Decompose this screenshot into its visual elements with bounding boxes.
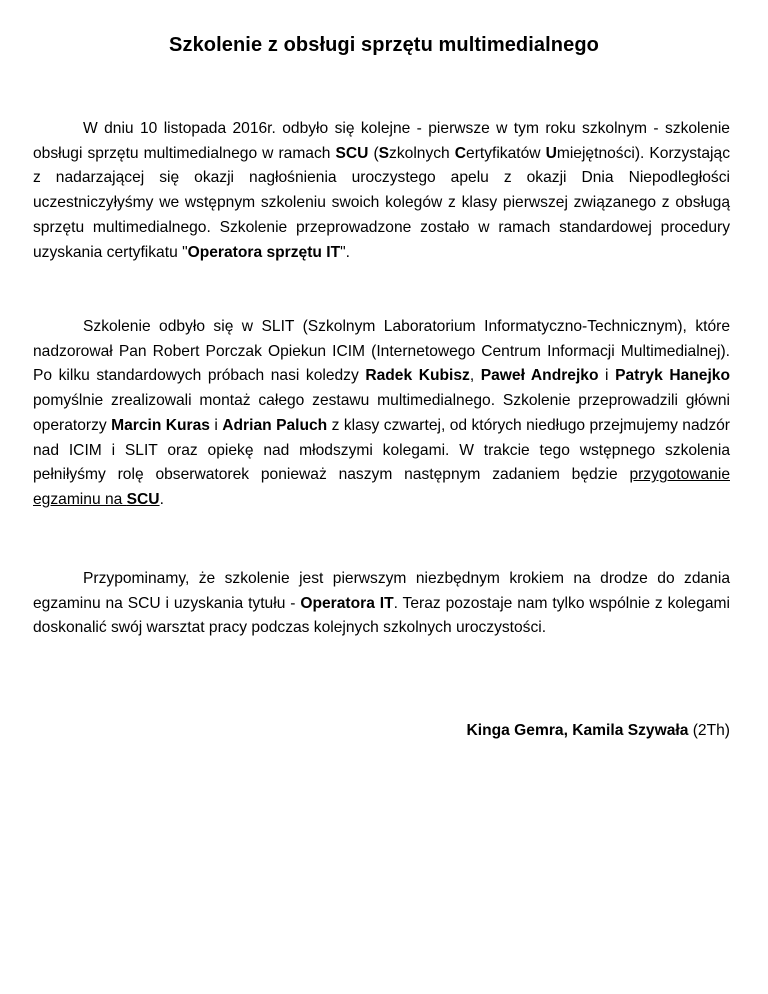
p1-text-3: zkolnych	[389, 144, 455, 162]
operator-sprzetu-it: Operatora sprzętu IT	[187, 243, 341, 261]
p1-text-2: (	[368, 144, 379, 162]
p2-sep-1: ,	[469, 367, 481, 385]
p2-sep-2: i	[598, 367, 616, 385]
name-patryk-hanejko: Patryk Hanejko	[615, 367, 730, 385]
p2-text-2: pomyślnie zrealizowali montaż całego zestawu multimedialnego. Szkolenie przeprowadzili główni operatorzy	[33, 392, 730, 434]
signature-authors: Kinga Gemra, Kamila Szywała	[466, 722, 689, 739]
paragraph-1	[33, 117, 730, 265]
p2-text-4: .	[159, 490, 164, 508]
underlined-scu: SCU	[126, 490, 160, 508]
document-title: Szkolenie z obsługi sprzętu multimedialnego	[169, 34, 599, 56]
p1-text-1: W dniu 10 listopada 2016r. odbyło się kolejne - pierwsze w tym roku szkolnym - szkolenie obsługi sprzętu multimedialnego w ramach	[33, 120, 730, 162]
name-marcin-kuras: Marcin Kuras	[111, 416, 210, 434]
u-letter: U	[545, 144, 557, 162]
c-letter: C	[454, 144, 467, 162]
paragraph-3	[33, 567, 730, 641]
signature-class: (2Th)	[688, 722, 730, 739]
p3-text-1: Przypominamy, że szkolenie jest pierwszym niezbędnym krokiem na drodze do zdania egzaminu na SCU i uzyskania tytułu -	[33, 570, 730, 612]
p2-sep-3: i	[209, 416, 223, 434]
underlined-text: przygotowanie egzaminu na	[33, 466, 730, 508]
operator-it: Operatora IT	[300, 594, 394, 612]
name-adrian-paluch: Adrian Paluch	[222, 416, 328, 434]
paragraph-2	[33, 315, 730, 513]
name-pawel-andrejko: Paweł Andrejko	[480, 367, 599, 385]
p2-text-1: Szkolenie odbyło się w SLIT (Szkolnym Laboratorium Informatyczno-Technicznym), które nadzorował Pan Robert Porczak Opiekun ICIM (Internetowego Centrum Informacji Multimedialnej). Po kilku standardowych próbach nasi koledzy	[33, 318, 730, 385]
p1-text-6: ".	[340, 243, 350, 261]
p3-text-2: . Teraz pozostaje nam tylko wspólnie z kolegami doskonalić swój warsztat pracy podczas kolejnych szkolnych uroczystości.	[33, 594, 731, 637]
p1-text-5: miejętności). Korzystając z nadarzającej się okazji nagłośnienia uroczystego apelu z okazji Dnia Niepodległości uczestniczyłyśmy we wstępnym szkoleniu swoich kolegów z klasy pierwszej związanego z obsługą sprzętu multimedialnego. Szkolenie przeprowadzone zostało w ramach standardowej procedury uzyskania certyfikatu "	[33, 144, 730, 261]
name-radek-kubisz: Radek Kubisz	[365, 367, 470, 385]
scu-abbrev: SCU	[335, 144, 369, 162]
p1-text-4: ertyfikatów	[466, 144, 546, 162]
p2-text-3: z klasy czwartej, od których niedługo przejmujemy nadzór nad ICIM i SLIT oraz opiekę nad młodszymi kolegami. W trakcie tego wstępnego szkolenia pełniłyśmy rolę obserwatorek ponieważ naszym następnym zadaniem będzie	[33, 416, 730, 484]
signature	[467, 719, 730, 744]
s-letter: S	[378, 144, 390, 162]
